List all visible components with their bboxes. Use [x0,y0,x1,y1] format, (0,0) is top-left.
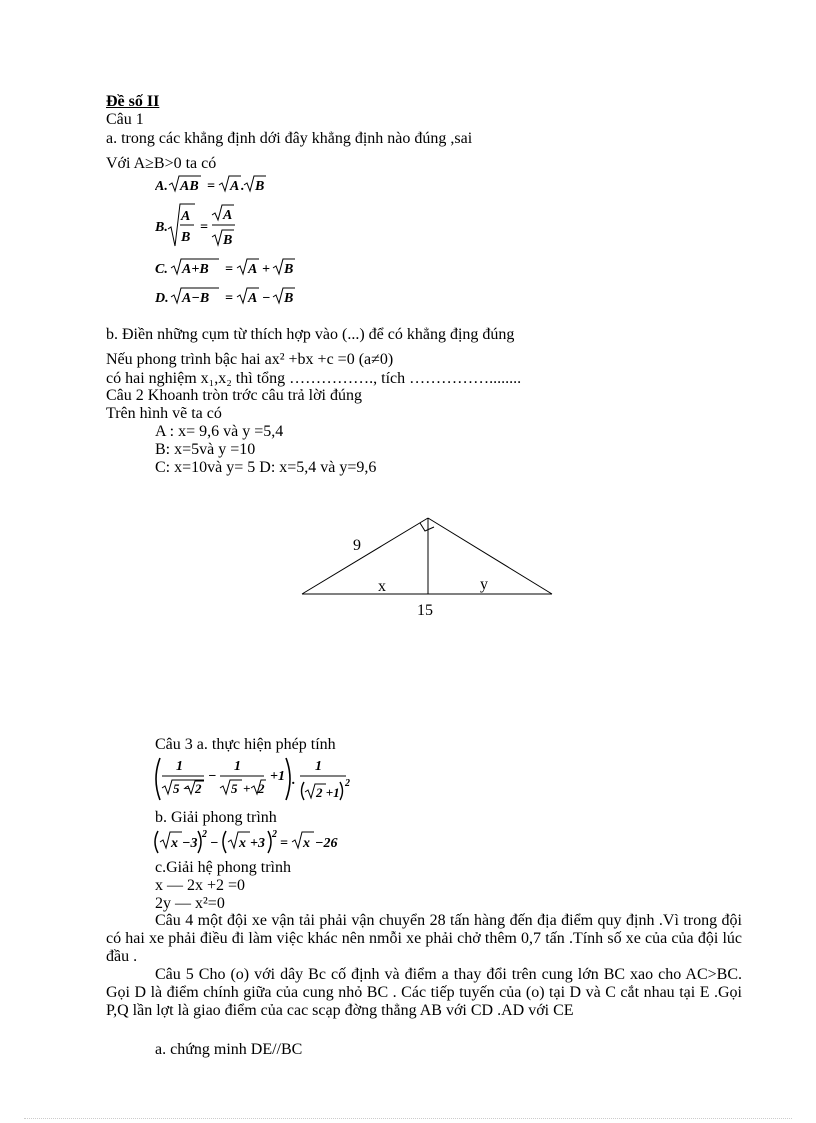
svg-text:=: = [225,291,233,306]
svg-text:A+B: A+B [182,262,209,277]
q3-part-b: b. Giải phong trình [155,809,277,826]
svg-text:−26: −26 [315,836,338,851]
x-label: x [378,578,386,595]
svg-text:A−B: A−B [182,291,210,306]
option-b-formula [155,201,265,251]
svg-text:+3: +3 [250,836,265,851]
svg-text:B.: B. [155,220,168,235]
svg-text:−: − [210,836,219,851]
q2-option-a: A : x= 9,6 và y =5,4 [155,423,284,440]
q1b-line2: có hai nghiệm x₁,x₂ thì tổng ……………., tích ……………........ [106,370,522,387]
svg-text:1: 1 [234,759,241,774]
svg-text:B: B [181,230,191,245]
q1b-intro: b. Điền những cụm từ thích hợp vào (...) để có khẳng địng đúng [106,326,515,343]
q1-label: Câu 1 [106,111,144,128]
svg-text:x: x [239,836,246,851]
svg-text:1: 1 [176,759,183,774]
svg-text:+: + [243,781,251,796]
base-label-15: 15 [417,602,433,619]
svg-text:−3: −3 [182,836,198,851]
svg-text:2: 2 [272,829,277,840]
q1-condition: Với A≥B>0 ta có [106,155,217,172]
option-a-letter: A. [155,179,168,194]
svg-text:A: A [223,208,233,223]
svg-text:2: 2 [195,781,202,796]
svg-text:2 +1: 2 +1 [316,785,340,800]
left-side [302,518,428,594]
svg-text:=: = [280,836,288,851]
triangle-figure [290,510,570,625]
svg-text:D.: D. [155,291,169,306]
q1-option-d [155,284,305,315]
page-title: Đề số II [106,93,160,110]
right-angle-mark [420,523,434,531]
q3-system-eq1: x — 2x +2 =0 [155,877,246,894]
svg-text:=: = [200,220,208,235]
svg-text:=: = [225,262,233,277]
q3b-equation [152,827,372,862]
svg-text:5 −: 5 − [173,781,191,796]
svg-text:2: 2 [258,781,265,796]
q3-part-c: c.Giải hệ phong trình [155,859,291,876]
q3b-formula [152,827,372,857]
q3a-formula [152,754,372,810]
q2-option-cd: C: x=10và y= 5 D: x=5,4 và y=9,6 [155,459,377,476]
q1b-line1: Nếu phong trình bậc hai ax² +bx +c =0 (a≠0) [106,351,394,368]
q2-option-b: B: x=5và y =10 [155,441,256,458]
q3a-expression [152,754,372,815]
svg-text:B: B [284,291,294,306]
option-a-formula [155,172,285,198]
q1-option-c [155,255,305,286]
y-label: y [480,576,488,593]
svg-text:A: A [181,209,191,224]
q5-part-a: a. chứng minh DE//BC [155,1041,303,1058]
svg-text:−: − [262,291,271,306]
svg-text:C.: C. [155,262,168,277]
q5-text: Câu 5 Cho (o) với dây Bc cố định và điểm a thay đổi trên cung lớn BC xao cho AC>BC. Gọi D là điểm chính giữa của cung nhỏ BC . Các tiếp tuyến của (o) tại D và C cắt nhau tại E .Gọi P,Q lần lợt là giao điểm của cac scạp đờng thẳng AB với CD .AD với CE [106,966,742,1019]
q3-system-eq2: 2y — x²=0 [155,895,225,912]
svg-text:A: A [230,179,240,194]
svg-text:x: x [171,836,178,851]
q1-option-b [155,201,265,256]
svg-text:x: x [303,836,310,851]
q3-label: Câu 3 a. thực hiện phép tính [155,736,336,753]
svg-text:−: − [208,769,217,784]
q1-option-a [155,172,285,203]
svg-text:B: B [284,262,294,277]
svg-text:B: B [223,233,233,248]
option-c-formula [155,255,305,281]
svg-text:A: A [248,291,258,306]
svg-text:2: 2 [202,829,207,840]
svg-text:B: B [255,179,265,194]
svg-text:A: A [248,262,258,277]
side-label-9: 9 [353,537,361,554]
svg-text:=: = [207,179,215,194]
svg-text:AB: AB [180,179,199,194]
q1-part-a: a. trong các khẳng định dới đây khẳng định nào đúng ,sai [106,130,473,147]
q2-intro: Trên hình vẽ ta có [106,405,222,422]
svg-text:.: . [292,773,296,788]
svg-text:+1: +1 [270,769,285,784]
page-bottom-rule [24,1118,792,1119]
q4-text: Câu 4 một đội xe vận tải phải vận chuyển 28 tấn hàng đến địa điểm quy định .Vì trong đội có hai xe phải điều đi làm việc khác nên nmỗi xe phải chở thêm 0,7 tấn .Tính số xe của của đội lúc đầu . [106,912,742,965]
svg-text:+: + [262,262,270,277]
q2-label: Câu 2 Khoanh tròn trớc câu trả lời đúng [106,387,362,404]
svg-text:1: 1 [315,759,322,774]
svg-text:.: . [241,179,245,194]
right-side [428,518,552,594]
svg-text:2: 2 [345,778,350,789]
svg-text:5: 5 [231,781,238,796]
option-d-formula [155,284,305,310]
